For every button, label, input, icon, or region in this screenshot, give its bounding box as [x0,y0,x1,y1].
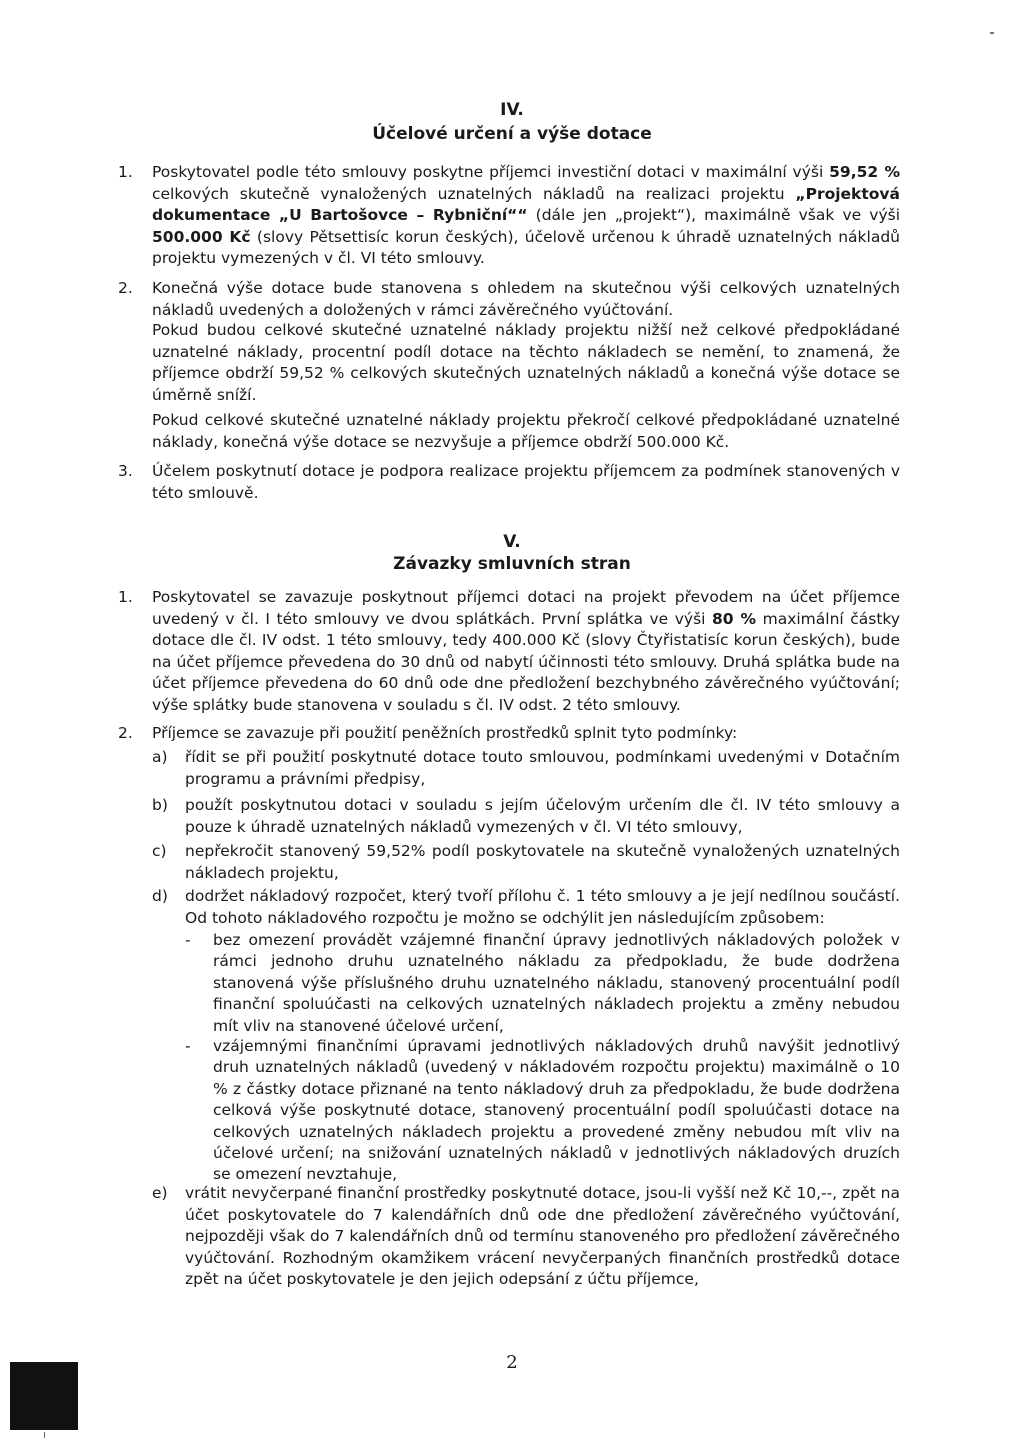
v-item-2-d-text: dodržet nákladový rozpočet, který tvoří přílohu č. 1 této smlouvy a je její nedílnou součástí. Od tohoto nákladového rozpočtu je možno se odchýlit jen následujícím způsobem: [185,887,900,927]
v-item-2-a-text: řídit se při použití poskytnuté dotace touto smlouvou, podmínkami uvedenými v Dotačním programu a právními předpisy, [185,748,900,788]
v-item-2-d-label: d) [152,887,168,905]
iv-item-2-number: 2. [118,279,133,297]
iv-item-1-text: Poskytovatel podle této smlouvy poskytne příjemci investiční dotaci v maximální výši 59,52 % celkových skutečně vynaložených uznatelných nákladů na realizaci projektu „Projektová dokumentace „U Bartošovce – Rybniční““ (dále jen „projekt“), maximálně však ve výši 500.000 Kč (slovy Pětsettisíc korun českých), účelově určenou k úhradě uznatelných nákladů projektu vymezených v čl. VI této smlouvy. [152,163,900,267]
v-item-2-d-dash-2: - [185,1037,191,1055]
v-item-2-d-bullet-1: bez omezení provádět vzájemné finanční úpravy jednotlivých nákladových položek v rámci jednoho druhu uznatelného nákladu za předpokladu, že bude dodržena stanovená výše příslušného druhu uznatelného nákladu, stanovený procentuální podíl finanční spoluúčasti na celkových uznatelných nákladech projektu a změny nebudou mít vliv na stanovené účelové určení, [213,931,900,1035]
iv-item-2-paragraph-3: Pokud celkové skutečné uznatelné náklady projektu překročí celkové předpokládané uznatelné náklady, konečná výše dotace se nezvyšuje a příjemce obdrží 500.000 Kč. [152,411,900,451]
iv-item-2-paragraph-2: Pokud budou celkové skutečné uznatelné náklady projektu nižší než celkové předpokládané uznatelné náklady, procentní podíl dotace na těchto nákladech se nemění, to znamená, že příjemce obdrží 59,52 % celkových skutečných uznatelných nákladů a konečná výše dotace se úměrně sníží. [152,321,900,404]
iv-item-3-number: 3. [118,462,133,480]
v-item-1-text: Poskytovatel se zavazuje poskytnout příjemci dotaci na projekt převodem na účet příjemce uvedený v čl. I této smlouvy ve dvou splátkách. První splátka ve výši 80 % maximální částky dotace dle čl. IV odst. 1 této smlouvy, tedy 400.000 Kč (slovy Čtyřistatisíc korun českých), bude na účet příjemce převedena do 30 dnů od nabytí účinnosti této smlouvy. Druhá splátka bude na účet příjemce převedena do 60 dnů ode dne předložení bezchybného závěrečného vyúčtování; výše splátky bude stanovena v souladu s čl. IV odst. 2 této smlouvy. [152,588,901,714]
v-item-2-number: 2. [118,724,133,742]
section-iv-title: Účelové určení a výše dotace [372,124,652,144]
v-item-2-d-dash-1: - [185,931,191,949]
section-iv-number: IV. [500,100,524,120]
v-item-2-a-label: a) [152,748,168,766]
iv-item-2-paragraph-1: Konečná výše dotace bude stanovena s ohledem na skutečnou výši celkových uznatelných nákladů uvedených a doložených v rámci závěrečného vyúčtování. [152,279,900,319]
black-square-marker [10,1362,78,1430]
page-number: 2 [506,1352,518,1373]
v-item-1-number: 1. [118,588,133,606]
v-item-2-e-text: vrátit nevyčerpané finanční prostředky poskytnuté dotace, jsou-li vyšší než Kč 10,--, zpět na účet poskytovatele do 7 kalendářních dnů ode dne předložení závěrečného vyúčtování, nejpozději však do 7 kalendářních dnů od termínu stanoveného pro předložení závěrečného vyúčtování. Rozhodným okamžikem vrácení nevyčerpaných finančních prostředků dotace zpět na účet poskytovatele je den jejich odepsání z účtu příjemce, [185,1184,900,1288]
v-item-2-d-bullet-2: vzájemnými finančními úpravami jednotlivých nákladových druhů navýšit jednotlivý druh uznatelných nákladů (uvedený v nákladovém rozpočtu projektu) maximálně o 10 % z částky dotace přiznané na tento nákladový druh za předpokladu, že bude dodržena celková výše poskytnuté dotace, stanovený procentuální podíl spoluúčasti dotace na celkových uznatelných nákladech projektu a provedené změny nebudou mít vliv na účelové určení; na snižování uznatelných nákladů v jednotlivých nákladových druzích se omezení nevztahuje, [213,1037,900,1184]
v-item-2-e-label: e) [152,1184,168,1202]
v-item-2-b-text: použít poskytnutou dotaci v souladu s jejím účelovým určením dle čl. IV této smlouvy a pouze k úhradě uznatelných nákladů vymezených v čl. VI této smlouvy, [185,796,900,836]
section-v-title: Závazky smluvních stran [393,554,631,574]
v-item-2-b-label: b) [152,796,168,814]
iv-item-3-text: Účelem poskytnutí dotace je podpora realizace projektu příjemcem za podmínek stanovených v této smlouvě. [152,462,900,502]
scan-mark [990,32,994,34]
v-item-2-intro: Příjemce se zavazuje při použití peněžních prostředků splnit tyto podmínky: [152,724,738,742]
section-v-number: V. [503,532,521,552]
v-item-2-c-text: nepřekročit stanovený 59,52% podíl poskytovatele na skutečně vynaložených uznatelných nákladech projektu, [185,842,900,882]
iv-item-1-number: 1. [118,163,133,181]
scan-tick-mark [44,1432,45,1438]
v-item-2-c-label: c) [152,842,167,860]
